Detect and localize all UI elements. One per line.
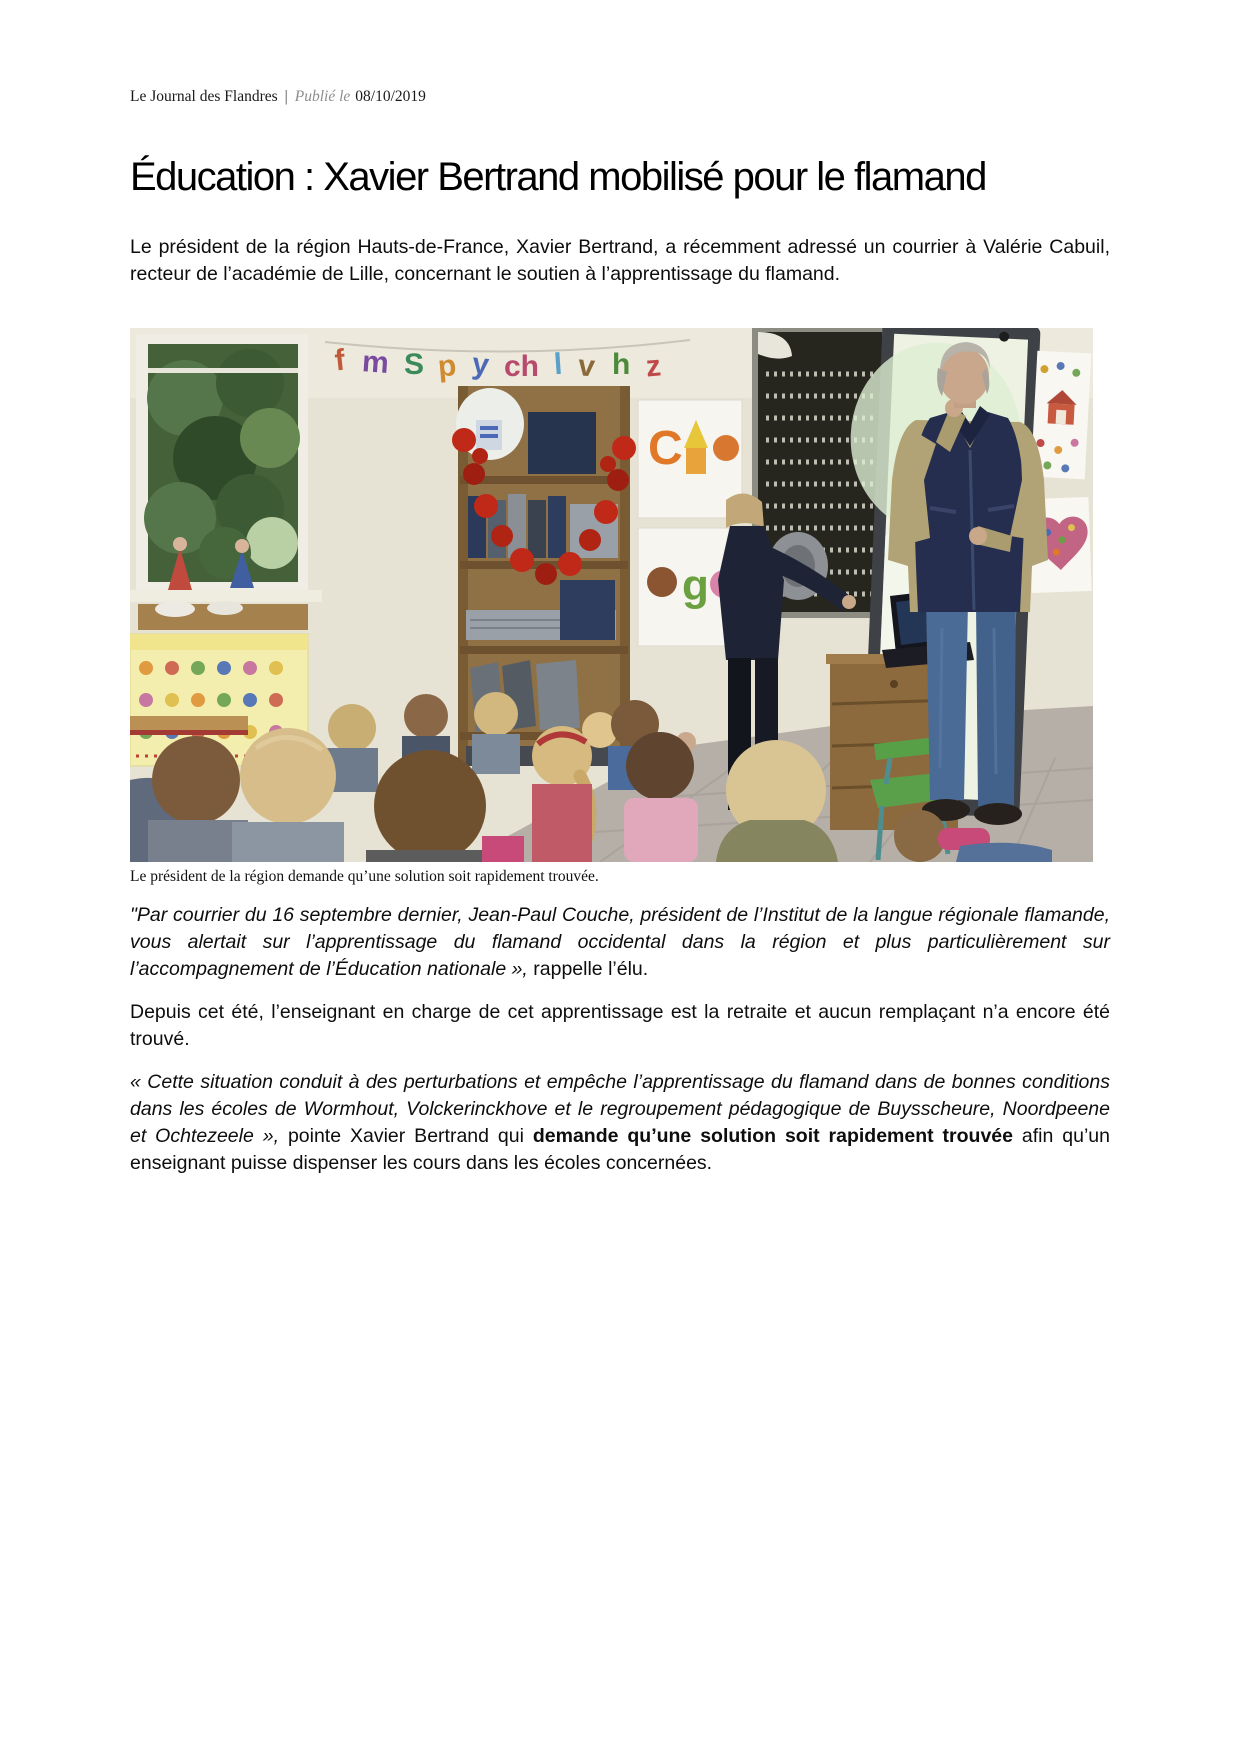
article-body (130, 902, 1110, 1177)
counter-bowls (138, 601, 308, 630)
paragraph-segment: pointe Xavier Bertrand qui (287, 1125, 533, 1147)
svg-text:g: g (682, 561, 709, 610)
side-table (130, 716, 248, 735)
masthead-separator: | (284, 88, 288, 105)
article-paragraph (130, 999, 1110, 1053)
article-photo (130, 328, 1093, 886)
window (130, 334, 322, 602)
paragraph-segment: « Cette situation conduit à des perturbations et empêche l’apprentissage du flamand dans de bonnes conditions dans les écoles de Wormhout, Volckerinckhove et le regroupement pédagogique de Buysscheure, Noordpeene et Ochtezeele », (130, 1071, 1110, 1147)
article-lead: Le président de la région Hauts-de-France, Xavier Bertrand, a récemment adressé un courrier à Valérie Cabuil, recteur de l’académie de Lille, concernant le soutien à l’apprentissage du flamand. (130, 236, 1110, 285)
article-paragraph (130, 902, 1110, 983)
svg-text:m: m (360, 345, 390, 380)
svg-text:p: p (436, 349, 458, 384)
svg-text:f: f (333, 343, 347, 378)
article-paragraph (130, 1069, 1110, 1177)
masthead (130, 88, 1110, 106)
published-date: 08/10/2019 (355, 88, 426, 105)
classroom-photo-illustration (130, 328, 1093, 862)
paragraph-segment: afin qu’un enseignant puisse dispenser les cours dans les écoles concernées. (130, 1125, 1110, 1174)
svg-text:l: l (552, 347, 564, 382)
published-label: Publié le (294, 88, 351, 105)
svg-text:S: S (404, 348, 425, 381)
svg-text:h: h (612, 348, 631, 381)
svg-text:y: y (470, 347, 491, 382)
svg-text:C: C (648, 422, 683, 475)
paragraph-segment: Depuis cet été, l’enseignant en charge de cet apprentissage est la retraite et aucun remplaçant n’a encore été trouvé. (130, 1001, 1110, 1050)
photo-caption: Le président de la région demande qu’une solution soit rapidement trouvée. (130, 868, 599, 885)
svg-text:v: v (576, 349, 597, 384)
paragraph-segment: demande qu’une solution soit rapidement trouvée (532, 1125, 1013, 1147)
paragraph-segment: "Par courrier du 16 septembre dernier, Jean-Paul Couche, président de l’Institut de la langue régionale flamande, vous alertait sur l’apprentissage du flamand occidental dans la région et plus particulièrement sur l’accompagnement de l’Éducation nationale », (130, 904, 1110, 980)
journal-name: Le Journal des Flandres (130, 88, 278, 105)
svg-text:ch: ch (504, 350, 540, 383)
paragraph-segment: rappelle l’élu. (533, 958, 649, 980)
article-title: Éducation : Xavier Bertrand mobilisé pour le flamand (130, 155, 986, 199)
svg-text:z: z (644, 349, 663, 384)
